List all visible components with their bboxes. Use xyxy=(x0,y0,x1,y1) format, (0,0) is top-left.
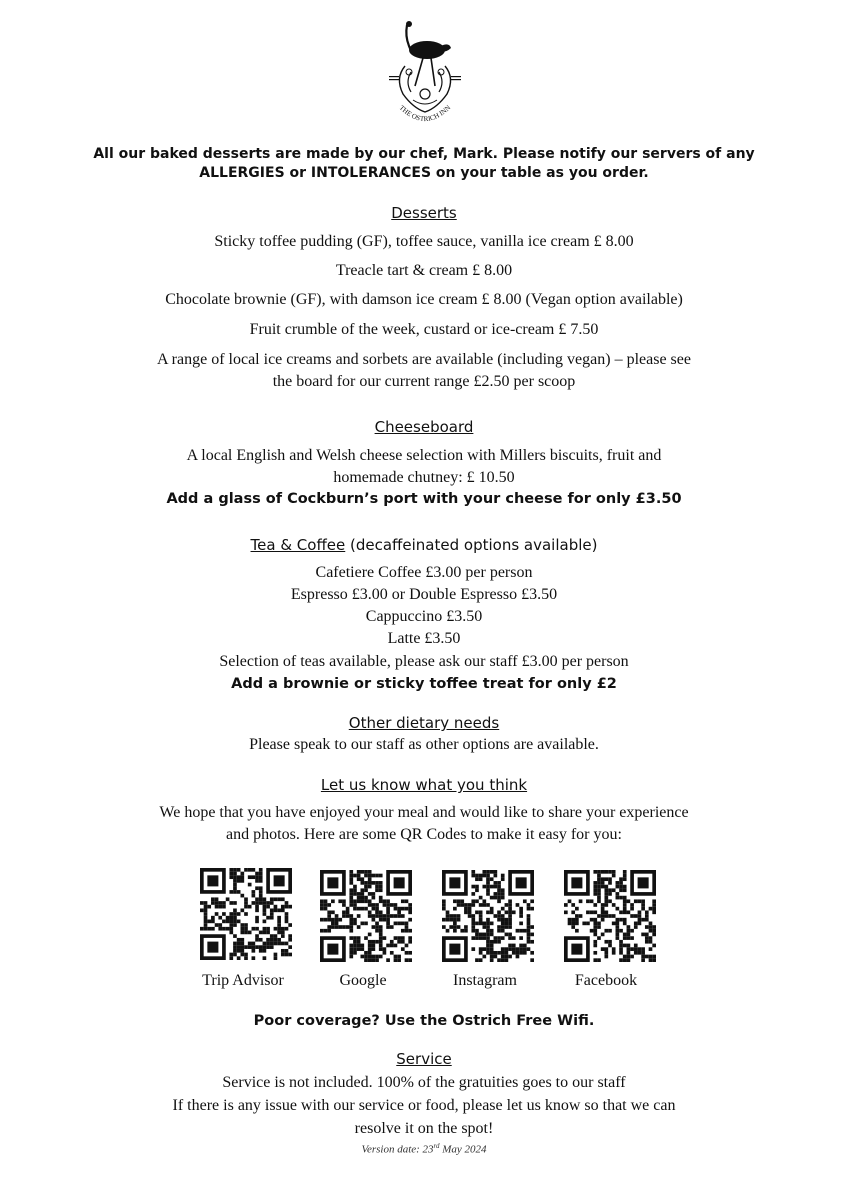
intro-line-2: ALLERGIES or INTOLERANCES on your table as you order. xyxy=(199,165,649,181)
cheeseboard-line-1: A local English and Welsh cheese selection with Millers biscuits, fruit and xyxy=(186,447,662,464)
tripadvisor-qr-code[interactable] xyxy=(200,868,292,960)
cheeseboard-heading: Cheeseboard xyxy=(374,418,474,436)
port-offer: Add a glass of Cockburn’s port with your cheese for only £3.50 xyxy=(166,491,682,507)
tea-coffee-item: Cafetiere Coffee £3.00 per person xyxy=(315,564,533,581)
feedback-line-2: and photos. Here are some QR Codes to make it easy for you: xyxy=(226,826,622,843)
google-qr-code[interactable] xyxy=(320,870,412,962)
dessert-item: Fruit crumble of the week, custard or ice-cream £ 7.50 xyxy=(249,321,599,338)
svg-text:THE OSTRICH INN xyxy=(398,104,453,123)
qr-label-google: Google xyxy=(339,972,387,989)
tea-coffee-item: Cappuccino £3.50 xyxy=(365,608,483,625)
tea-coffee-heading: Tea & Coffee xyxy=(250,536,346,554)
dessert-item: Treacle tart & cream £ 8.00 xyxy=(335,262,513,279)
dietary-text: Please speak to our staff as other options are available. xyxy=(249,736,599,753)
service-line-3: resolve it on the spot! xyxy=(354,1120,494,1137)
tea-coffee-heading-row xyxy=(0,536,848,554)
facebook-qr-code[interactable] xyxy=(564,870,656,962)
cheeseboard-line-2: homemade chutney: £ 10.50 xyxy=(333,469,515,486)
version-date: Version date: 23rd May 2024 xyxy=(361,1142,487,1156)
icecream-line-1: A range of local ice creams and sorbets are available (including vegan) – please see xyxy=(157,351,691,368)
logo-name: THE OSTRICH INN xyxy=(397,103,453,124)
desserts-heading: Desserts xyxy=(391,204,457,222)
wifi-note: Poor coverage? Use the Ostrich Free Wifi. xyxy=(253,1013,595,1029)
tea-coffee-item: Selection of teas available, please ask our staff £3.00 per person xyxy=(219,653,629,670)
dietary-heading: Other dietary needs xyxy=(348,714,500,732)
service-line-1: Service is not included. 100% of the gratuities goes to our staff xyxy=(222,1074,626,1091)
feedback-line-1: We hope that you have enjoyed your meal and would like to share your experience xyxy=(159,804,689,821)
icecream-line-2: the board for our current range £2.50 per scoop xyxy=(272,373,576,390)
qr-label-facebook: Facebook xyxy=(574,972,638,989)
tea-coffee-item: Latte £3.50 xyxy=(387,630,461,647)
dessert-item: Chocolate brownie (GF), with damson ice cream £ 8.00 (Vegan option available) xyxy=(165,291,683,308)
qr-label-instagram: Instagram xyxy=(453,972,517,989)
dessert-item: Sticky toffee pudding (GF), toffee sauce, vanilla ice cream £ 8.00 xyxy=(214,233,634,250)
tea-coffee-item: Espresso £3.00 or Double Espresso £3.50 xyxy=(290,586,558,603)
intro-line-1: All our baked desserts are made by our chef, Mark. Please notify our servers of any xyxy=(93,146,755,162)
tea-coffee-note: (decaffeinated options available) xyxy=(345,536,598,554)
ostrich-inn-logo xyxy=(385,16,465,128)
treat-offer: Add a brownie or sticky toffee treat for only £2 xyxy=(231,676,617,692)
qr-label-tripadvisor: Trip Advisor xyxy=(202,972,284,989)
feedback-heading: Let us know what you think xyxy=(320,776,528,794)
instagram-qr-code[interactable] xyxy=(442,870,534,962)
service-line-2: If there is any issue with our service or food, please let us know so that we can xyxy=(172,1097,676,1114)
service-heading: Service xyxy=(396,1050,452,1068)
